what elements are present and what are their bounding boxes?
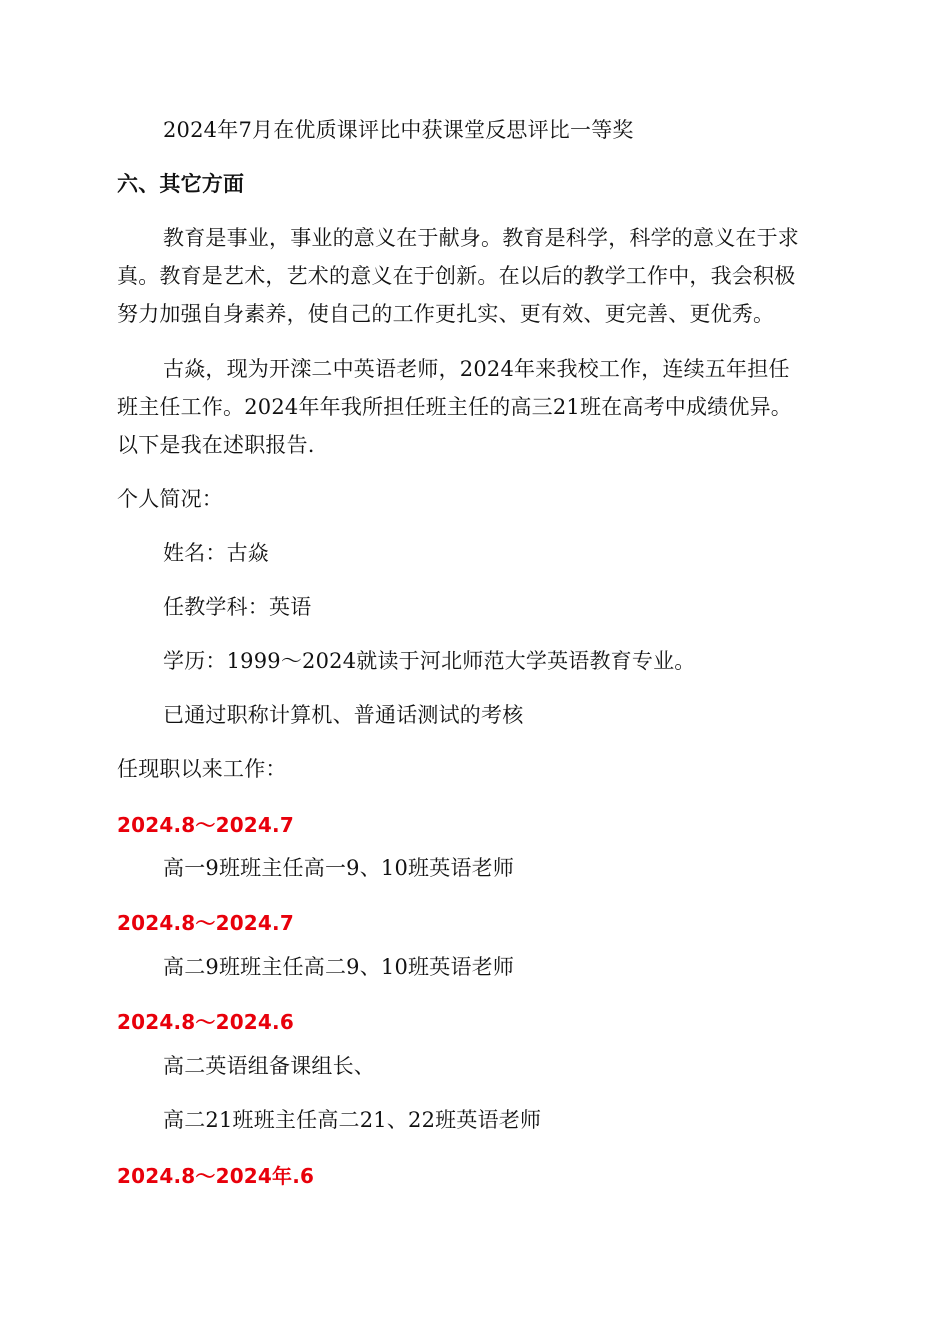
timeline-period: 2024.8～2024.7 (117, 911, 294, 935)
paragraph-line: 努力加强自身素养，使自己的工作更扎实、更有效、更完善、更优秀。 (117, 302, 775, 326)
timeline-period: 2024.8～2024年.6 (117, 1164, 315, 1188)
paragraph-line: 班主任工作。2024年年我所担任班主任的高三21班在高考中成绩优异。 (117, 395, 792, 419)
profile-subject: 任教学科：英语 (163, 595, 312, 619)
timeline-item: 高一9班班主任高一9、10班英语老师 (163, 856, 515, 880)
section-heading: 六、其它方面 (117, 172, 245, 196)
profile-name: 姓名：古焱 (163, 541, 269, 565)
profile-heading: 个人简况： (117, 487, 223, 511)
paragraph-line: 古焱，现为开滦二中英语老师，2024年来我校工作，连续五年担任 (163, 357, 790, 381)
timeline-period: 2024.8～2024.6 (117, 1010, 294, 1034)
profile-exam: 已通过职称计算机、普通话测试的考核 (163, 703, 524, 727)
profile-education: 学历：1999～2024就读于河北师范大学英语教育专业。 (163, 649, 696, 673)
timeline-period: 2024.8～2024.7 (117, 813, 294, 837)
award-line: 2024年7月在优质课评比中获课堂反思评比一等奖 (163, 118, 634, 142)
timeline-item: 高二英语组备课组长、 (163, 1054, 375, 1078)
paragraph-line: 以下是我在述职报告. (117, 433, 315, 457)
timeline-item: 高二9班班主任高二9、10班英语老师 (163, 955, 515, 979)
paragraph-line: 真。教育是艺术，艺术的意义在于创新。在以后的教学工作中，我会积极 (117, 264, 796, 288)
paragraph-line: 教育是事业，事业的意义在于献身。教育是科学，科学的意义在于求 (163, 226, 799, 250)
timeline-item: 高二21班班主任高二21、22班英语老师 (163, 1108, 542, 1132)
work-heading: 任现职以来工作： (117, 757, 287, 781)
